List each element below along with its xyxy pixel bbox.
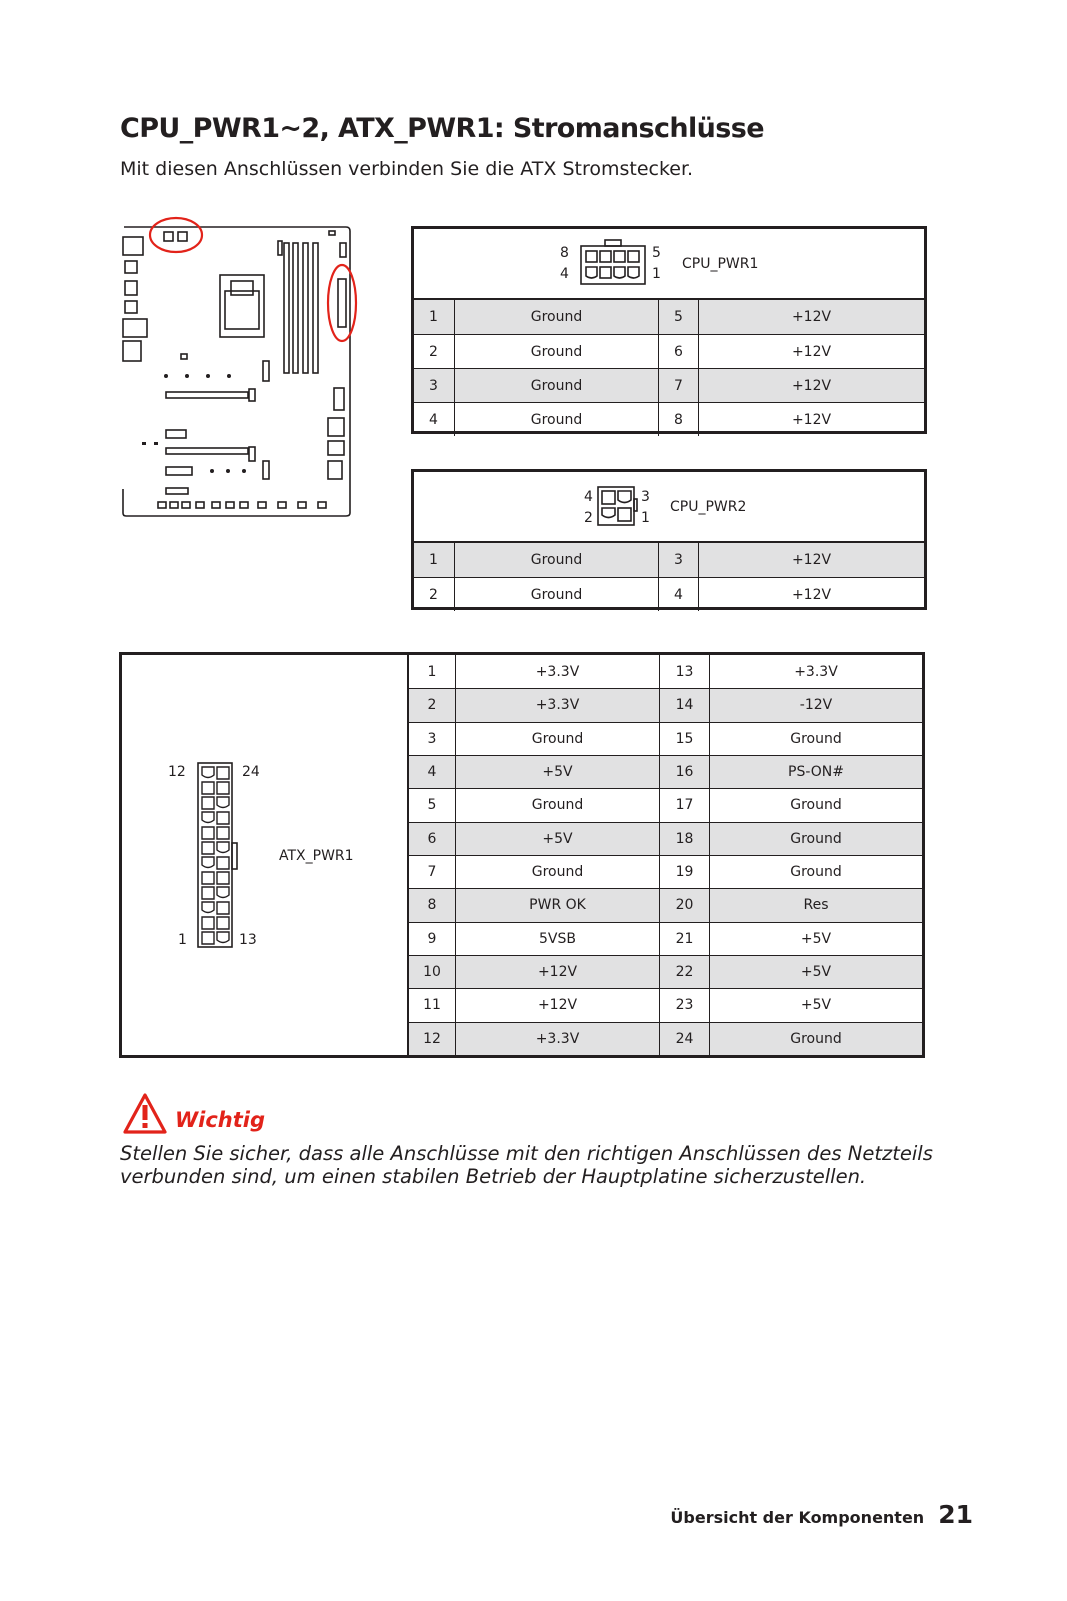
pin-number: 4 <box>427 764 437 781</box>
pin-signal: +12V <box>698 335 924 368</box>
atx-pin-socket <box>217 812 229 824</box>
pin-number: 4 <box>429 411 438 428</box>
atx_pwr1-row <box>409 955 922 988</box>
pin-signal: PS-ON# <box>709 756 922 788</box>
atx-pwr1-name: ATX_PWR1 <box>279 848 354 864</box>
cpu-pwr2-pin-bottom-right: 1 <box>641 510 650 526</box>
pin-number: 2 <box>427 697 437 714</box>
atx-pin-top-left: 12 <box>168 764 186 780</box>
pin-signal: Ground <box>454 578 658 611</box>
atx-pin-socket <box>217 782 229 794</box>
pin-signal: +5V <box>455 756 659 788</box>
pin-number: 3 <box>429 377 438 394</box>
cpu-pwr1-pin-top-right: 5 <box>652 245 661 261</box>
atx-pin-socket <box>217 767 229 779</box>
cpu-pwr2-pin-bottom-left: 2 <box>584 510 593 526</box>
atx_pwr1-row <box>409 988 922 1021</box>
cpu-pwr2-pin-top-right: 3 <box>641 489 650 505</box>
atx-pin-bottom-right: 13 <box>239 932 257 948</box>
pin-signal: Ground <box>455 723 659 755</box>
pin-number: 5 <box>658 300 698 334</box>
pin-signal: Ground <box>709 789 922 821</box>
pin-signal: +12V <box>455 956 659 988</box>
pin-signal: Ground <box>454 543 658 577</box>
pin-signal: Ground <box>709 1023 922 1055</box>
atx-pin-top-right: 24 <box>242 764 260 780</box>
atx_pwr1-row <box>409 688 922 721</box>
pin-signal: +5V <box>455 823 659 855</box>
cpu-pwr1-name: CPU_PWR1 <box>682 256 759 272</box>
atx-pin-socket <box>217 887 229 898</box>
atx-pin-socket <box>202 827 214 839</box>
atx-pin-socket <box>202 797 214 809</box>
atx-pin-socket <box>202 812 214 823</box>
atx-pin-socket <box>202 932 214 944</box>
cpu_pwr2-row <box>414 543 924 577</box>
atx-pin-socket <box>217 902 229 914</box>
pin-signal: +3.3V <box>455 689 659 721</box>
atx-pin-bottom-left: 1 <box>178 932 187 948</box>
pin-number: 21 <box>659 923 709 955</box>
pin-signal: +5V <box>709 956 922 988</box>
atx_pwr1-row <box>409 855 922 888</box>
warning-text: Stellen Sie sicher, dass alle Anschlüsse mit den richtigen Anschlüssen des Netzteils verbunden sind, um einen stabilen Betrieb der Hauptplatine sicherzustellen. <box>120 1142 933 1188</box>
pin-signal: Ground <box>709 856 922 888</box>
pin-signal: +12V <box>698 543 924 577</box>
cpu_pwr2-row <box>414 577 924 611</box>
pin-signal: 5VSB <box>455 923 659 955</box>
atx-pin-socket <box>217 797 229 808</box>
pin-number: 8 <box>658 403 698 436</box>
cpu_pwr1-row <box>414 334 924 368</box>
atx-pin-socket <box>217 842 229 853</box>
pin-number: 6 <box>658 335 698 368</box>
atx_pwr1-row <box>409 888 922 921</box>
pin-signal: +12V <box>698 300 924 334</box>
atx-pin-socket <box>202 842 214 854</box>
pin-signal: -12V <box>709 689 922 721</box>
pin-number: 11 <box>423 997 441 1014</box>
pin-number: 1 <box>429 552 438 568</box>
atx-pin-socket <box>202 782 214 794</box>
pin-number: 7 <box>427 864 437 881</box>
pin-number: 22 <box>659 956 709 988</box>
atx-pwr1-table <box>119 652 925 1058</box>
cpu_pwr1-row <box>414 368 924 402</box>
pin-signal: Ground <box>709 723 922 755</box>
pin-number: 9 <box>427 930 437 947</box>
atx-pin-socket <box>202 857 214 868</box>
pin-signal: +12V <box>698 369 924 402</box>
cpu-pwr2-connector-icon <box>596 485 638 527</box>
pin-signal: Ground <box>455 789 659 821</box>
pin-signal: Res <box>709 889 922 921</box>
pin-number: 5 <box>427 797 437 814</box>
atx_pwr1-row <box>409 655 922 688</box>
pin-number: 18 <box>659 823 709 855</box>
pin-number: 10 <box>423 964 441 981</box>
motherboard-diagram <box>118 213 358 518</box>
cpu-pwr2-header <box>414 472 924 543</box>
atx_pwr1-row <box>409 788 922 821</box>
footer-section-label: Übersicht der Komponenten <box>670 1508 925 1527</box>
atx-pin-socket <box>217 932 229 943</box>
page-title: CPU_PWR1~2, ATX_PWR1: Stromanschlüsse <box>120 113 764 144</box>
pin-signal: +12V <box>698 578 924 611</box>
pin-number: 16 <box>659 756 709 788</box>
pin-number: 19 <box>659 856 709 888</box>
pin-signal: +12V <box>455 989 659 1021</box>
atx-connector-icon <box>196 761 240 951</box>
page-footer <box>670 1500 973 1529</box>
pin-signal: PWR OK <box>455 889 659 921</box>
cpu-pwr1-table <box>411 226 927 434</box>
atx-pwr1-diagram <box>122 655 409 1055</box>
pin-signal: +5V <box>709 989 922 1021</box>
cpu-pwr2-name: CPU_PWR2 <box>670 499 747 515</box>
pin-signal: Ground <box>454 403 658 436</box>
pin-number: 15 <box>659 723 709 755</box>
cpu-pwr2-pin-top-left: 4 <box>584 489 593 505</box>
pin-number: 14 <box>659 689 709 721</box>
pin-number: 2 <box>429 586 438 603</box>
pin-number: 17 <box>659 789 709 821</box>
pin-signal: Ground <box>454 335 658 368</box>
pin-number: 1 <box>429 309 438 325</box>
atx-pin-socket <box>217 917 229 929</box>
pin-number: 13 <box>659 655 709 688</box>
atx_pwr1-row <box>409 922 922 955</box>
pin-signal: Ground <box>454 300 658 334</box>
cpu-pwr1-pin-top-left: 8 <box>560 245 569 261</box>
atx-pin-socket <box>217 857 229 869</box>
atx_pwr1-row <box>409 755 922 788</box>
cpu-pwr1-connector-icon <box>579 238 647 286</box>
page-number: 21 <box>938 1500 973 1529</box>
pin-signal: +3.3V <box>709 655 922 688</box>
atx-pin-socket <box>202 872 214 884</box>
atx_pwr1-row <box>409 1022 922 1055</box>
pin-signal: +3.3V <box>455 655 659 688</box>
warning-title: Wichtig <box>175 1108 266 1132</box>
cpu_pwr1-row <box>414 402 924 436</box>
atx_pwr1-row <box>409 722 922 755</box>
atx_pwr1-row <box>409 822 922 855</box>
atx-pwr-highlight <box>328 265 356 341</box>
cpu-pwr1-pin-bottom-right: 1 <box>652 266 661 282</box>
pin-number: 6 <box>427 830 437 847</box>
pin-number: 23 <box>659 989 709 1021</box>
pin-number: 12 <box>423 1030 441 1047</box>
pin-signal: +12V <box>698 403 924 436</box>
cpu-pwr1-pin-bottom-left: 4 <box>560 266 569 282</box>
atx-pin-socket <box>202 902 214 913</box>
cpu-pwr-highlight <box>150 218 202 252</box>
pin-signal: +3.3V <box>455 1023 659 1055</box>
pin-number: 7 <box>658 369 698 402</box>
atx-pin-socket <box>217 872 229 884</box>
pin-signal: Ground <box>709 823 922 855</box>
pin-number: 3 <box>427 730 437 747</box>
pin-number: 8 <box>427 897 437 914</box>
pin-number: 1 <box>427 663 437 680</box>
cpu-pwr2-table <box>411 469 927 610</box>
atx-pin-socket <box>202 767 214 778</box>
atx-pin-socket <box>202 917 214 929</box>
cpu-pwr1-header <box>414 229 924 300</box>
pin-number: 20 <box>659 889 709 921</box>
pin-number: 2 <box>429 343 438 360</box>
page-subtitle: Mit diesen Anschlüssen verbinden Sie die ATX Stromstecker. <box>120 158 694 180</box>
pin-number: 24 <box>659 1023 709 1055</box>
pin-signal: Ground <box>454 369 658 402</box>
atx-pin-socket <box>217 827 229 839</box>
warning-icon <box>122 1092 168 1136</box>
pin-number: 3 <box>658 543 698 577</box>
cpu_pwr1-row <box>414 300 924 334</box>
pin-signal: +5V <box>709 923 922 955</box>
pin-signal: Ground <box>455 856 659 888</box>
atx-pin-socket <box>202 887 214 899</box>
pin-number: 4 <box>658 578 698 611</box>
